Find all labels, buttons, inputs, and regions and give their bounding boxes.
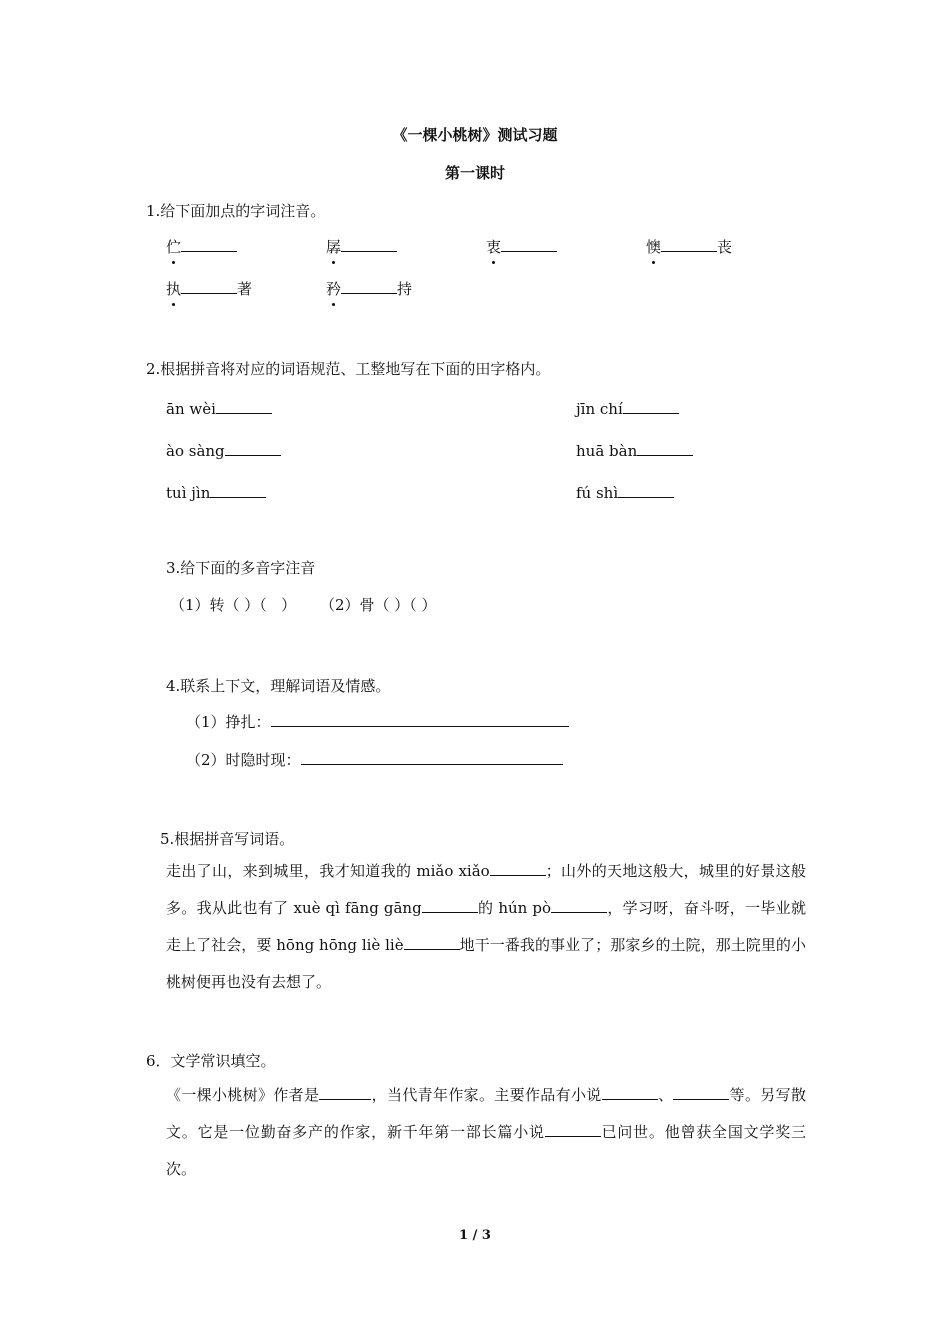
answer-blank[interactable] (181, 279, 237, 294)
q1-item: 矜 持 (326, 280, 413, 298)
q1-prompt: 1.给下面加点的字词注音。 (146, 202, 326, 220)
answer-blank[interactable] (319, 1085, 371, 1100)
q2-item: ān wèi (166, 399, 272, 418)
answer-blank[interactable] (341, 237, 397, 252)
q4-item: （1）挣扎： (186, 711, 569, 732)
q6-prompt: 6．文学常识填空。 (146, 1052, 276, 1070)
answer-blank[interactable] (490, 861, 546, 876)
q1-item: 孱 (326, 236, 397, 257)
q3-line: （1）转（ ）（ ） （2）骨（ ）（ ） (170, 596, 437, 614)
q6-paragraph: 《一棵小桃树》作者是 ，当代青年作家。主要作品有小说 、 等。另写散文。它是一位勤奋多产的作家，新千年第一部长篇小说 已问世。他曾获全国文学奖三次。 (166, 1086, 806, 1178)
answer-blank[interactable] (602, 1085, 658, 1100)
page-subtitle: 第一课时 (444, 164, 505, 182)
q5-paragraph: 走出了山，来到城里，我才知道我的 miǎo xiǎo ；山外的天地这般大，城里的好景这般多。我从此也有了 xuè qì fāng gāng 的 hún pò ，学习呀，奋斗呀，一毕业就走上了社会，要 hōng hōng liè liè 地干一番我的事业了；那家乡的土院，那土院里的小桃树便再也没有去想了。 (166, 862, 806, 991)
answer-blank[interactable] (623, 399, 679, 414)
q1-item: 懊 丧 (646, 238, 733, 256)
answer-blank[interactable] (422, 898, 478, 913)
answer-blank[interactable] (216, 399, 272, 414)
answer-blank[interactable] (673, 1085, 729, 1100)
answer-blank[interactable] (545, 1122, 601, 1137)
q2-prompt: 2.根据拼音将对应的词语规范、工整地写在下面的田字格内。 (146, 360, 551, 378)
q2-item: tuì jìn (166, 483, 266, 502)
page-number: 1 / 3 (459, 1228, 491, 1243)
q3-prompt: 3.给下面的多音字注音 (166, 559, 316, 577)
q1-item: 伫 (166, 236, 237, 257)
answer-blank[interactable] (341, 279, 397, 294)
page-title: 《一棵小桃树》测试习题 (392, 126, 558, 144)
answer-blank[interactable] (181, 237, 237, 252)
q2-item: jīn chí (576, 399, 679, 418)
q4-prompt: 4.联系上下文，理解词语及情感。 (166, 677, 391, 695)
answer-blank[interactable] (301, 750, 563, 765)
answer-blank[interactable] (225, 441, 281, 456)
answer-blank[interactable] (271, 712, 569, 727)
q2-item: fú shì (576, 483, 674, 502)
answer-blank[interactable] (661, 237, 717, 252)
q5-prompt: 5.根据拼音写词语。 (160, 830, 295, 848)
answer-blank[interactable] (618, 483, 674, 498)
answer-blank[interactable] (210, 483, 266, 498)
q4-item: （2）时隐时现： (186, 749, 563, 770)
q2-item: huā bàn (576, 441, 693, 460)
q2-item: ào sàng (166, 441, 281, 460)
answer-blank[interactable] (637, 441, 693, 456)
q1-item: 衷 (486, 236, 557, 257)
answer-blank[interactable] (551, 898, 607, 913)
answer-blank[interactable] (404, 935, 460, 950)
q1-item: 执 著 (166, 280, 253, 298)
answer-blank[interactable] (501, 237, 557, 252)
